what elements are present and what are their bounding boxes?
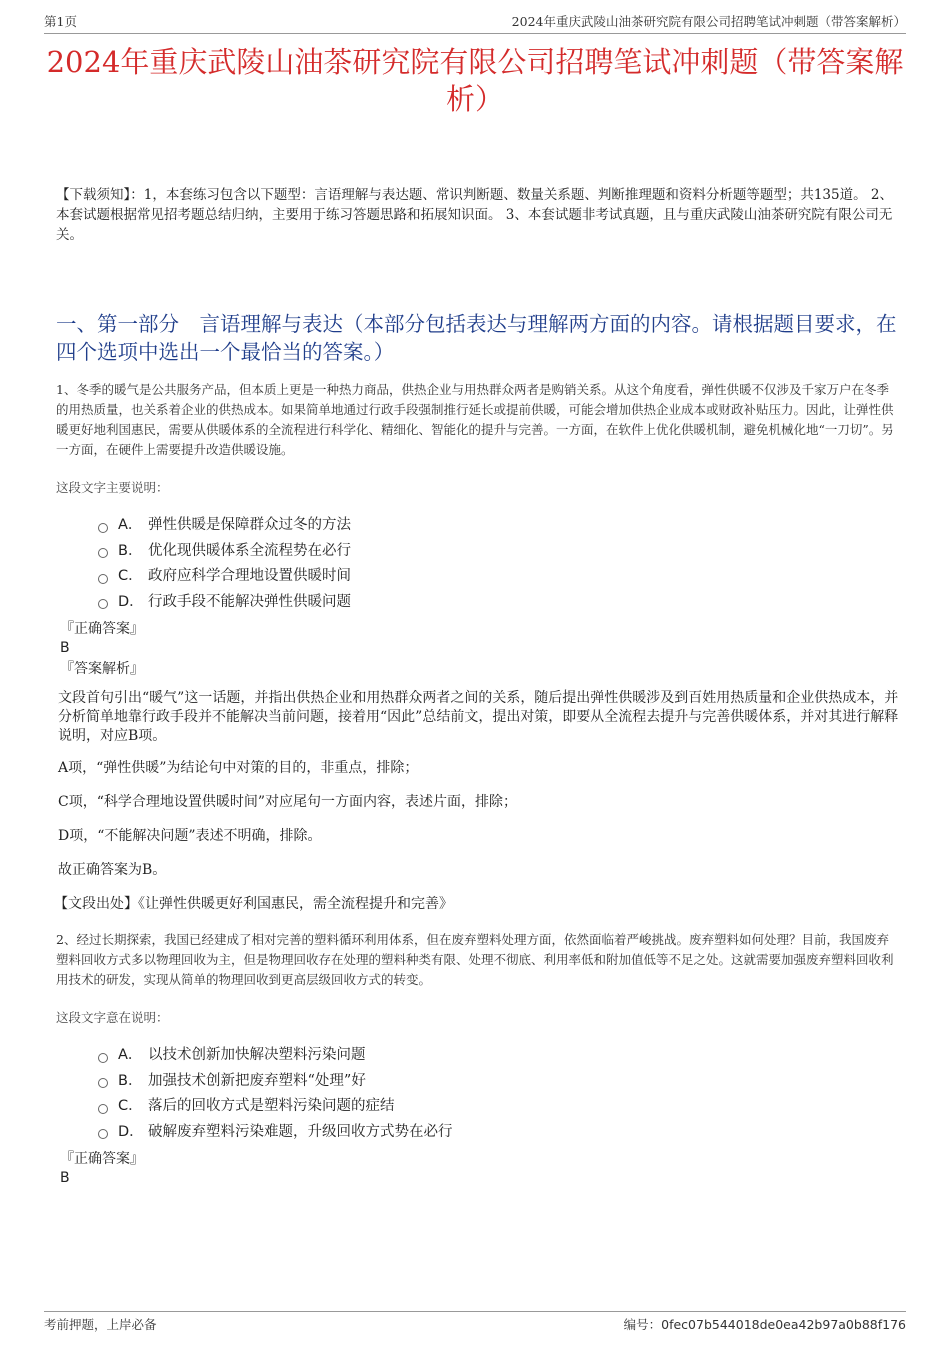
serial-number: [624, 1315, 906, 1333]
analysis-paragraph: 故正确答案为B。: [58, 862, 167, 878]
question-stem: 2、经过长期探索，我国已经建成了相对完善的塑料循环利用体系，但在废弃塑料处理方面，依然面临着严峻挑战。废弃塑料如何处理？目前，我国废弃塑料回收方式多以物理回收为主，但是物理回收存在处理的塑料种类有限、处理不彻底、利用率低和附加值低等不足之处。这就需要加强废弃塑料回收利用技术的研发，实现从简单的物理回收到更高层级回收方式的转变。: [56, 932, 894, 987]
radio-icon[interactable]: [98, 548, 108, 558]
option-b[interactable]: [98, 539, 900, 565]
radio-icon[interactable]: [98, 1053, 108, 1063]
option-letter: A．: [118, 1047, 143, 1063]
option-letter: C．: [118, 1098, 143, 1114]
running-title: 2024年重庆武陵山油茶研究院有限公司招聘笔试冲刺题（带答案解析）: [511, 14, 906, 29]
analysis-label: 『答案解析』: [60, 661, 144, 677]
option-text: 优化现供暖体系全流程势在必行: [148, 542, 351, 559]
option-text: 以技术创新加快解决塑料污染问题: [148, 1047, 366, 1063]
option-text: 破解废弃塑料污染难题，升级回收方式势在必行: [148, 1123, 453, 1140]
radio-icon[interactable]: [98, 1104, 108, 1114]
analysis-paragraph: C项，“科学合理地设置供暖时间”对应尾句一方面内容，表述片面，排除；: [58, 794, 518, 810]
answer-value: B: [60, 1170, 70, 1186]
option-text: 行政手段不能解决弹性供暖问题: [148, 593, 351, 610]
option-letter: B．: [118, 1072, 143, 1089]
option-text: 弹性供暖是保障群众过冬的方法: [148, 517, 351, 533]
radio-icon[interactable]: [98, 599, 108, 609]
option-text: 政府应科学合理地设置供暖时间: [148, 568, 351, 584]
option-c[interactable]: [98, 1094, 900, 1120]
radio-icon[interactable]: [98, 523, 108, 533]
option-a[interactable]: [98, 513, 900, 539]
option-list: [98, 513, 900, 615]
question-prompt: 这段文字主要说明：: [56, 480, 169, 495]
option-letter: D．: [118, 593, 144, 610]
question-stem: 1、冬季的暖气是公共服务产品，但本质上更是一种热力商品，供热企业与用热群众两者是购销关系。从这个角度看，弹性供暖不仅涉及千家万户在冬季的用热质量，也关系着企业的供热成本。如果简单地通过行政手段强制推行延长或提前供暖，可能会增加供热企业成本或财政补贴压力。因此，让弹性供暖更好地利国惠民，需要从供暖体系的全流程进行科学化、精细化、智能化的提升与完善。一方面，在软件上优化供暖机制，避免机械化地“一刀切”。另一方面，在硬件上需要提升改造供暖设施。: [56, 382, 894, 457]
footer-slogan: 考前押题，上岸必备: [44, 1317, 157, 1332]
option-text: 加强技术创新把废弃塑料“处理”好: [148, 1072, 366, 1089]
question-1: [56, 380, 900, 914]
option-b[interactable]: [98, 1069, 900, 1095]
document-title: 2024年重庆武陵山油茶研究院有限公司招聘笔试冲刺题（带答案解析）: [46, 45, 904, 116]
radio-icon[interactable]: [98, 574, 108, 584]
option-letter: B．: [118, 542, 143, 559]
question-2: [56, 930, 900, 1187]
option-letter: A．: [118, 517, 143, 533]
source-citation: 【文段出处】《让弹性供暖更好利国惠民，需全流程提升和完善》: [54, 896, 453, 912]
answer-value: B: [60, 640, 70, 656]
option-d[interactable]: [98, 1120, 900, 1146]
option-text: 落后的回收方式是塑料污染问题的症结: [148, 1098, 395, 1114]
page-footer: [44, 1311, 906, 1333]
option-letter: C．: [118, 568, 143, 584]
option-d[interactable]: [98, 590, 900, 616]
answer-label: 『正确答案』: [60, 621, 144, 637]
serial-value: 0fec07b544018de0ea42b97a0b88f176: [661, 1317, 906, 1332]
download-notice: 【下载须知】：1，本套练习包含以下题型：言语理解与表达题、常识判断题、数量关系题、判断推理题和资料分析题等题型；共135道。 2、本套试题根据常见招考题总结归纳，主要用于练习答题思路和拓展知识面。 3、本套试题非考试真题，且与重庆武陵山油茶研究院有限公司无关。: [56, 187, 893, 243]
option-list: [98, 1043, 900, 1145]
analysis-paragraph: A项，“弹性供暖”为结论句中对策的目的，非重点，排除；: [58, 760, 419, 776]
page-header: [44, 12, 906, 34]
option-a[interactable]: [98, 1043, 900, 1069]
analysis-body: [54, 689, 900, 914]
answer-label: 『正确答案』: [60, 1151, 144, 1167]
page-number: 第1页: [44, 14, 77, 29]
question-prompt: 这段文字意在说明：: [56, 1010, 169, 1025]
analysis-paragraph: 文段首句引出“暖气”这一话题，并指出供热企业和用热群众两者之间的关系，随后提出弹性供暖涉及到百姓用热质量和企业供热成本，并分析简单地靠行政手段并不能解决当前问题，接着用“因此”总结前文，提出对策，即要从全流程去提升与完善供暖体系，并对其进行解释说明，对应B项。: [58, 690, 899, 744]
serial-label: 编号：: [623, 1317, 662, 1332]
analysis-paragraph: D项，“不能解决问题”表述不明确，排除。: [58, 828, 322, 844]
section-heading: 一、第一部分 言语理解与表达（本部分包括表达与理解两方面的内容。请根据题目要求，在四个选项中选出一个最恰当的答案。）: [56, 312, 897, 364]
option-c[interactable]: [98, 564, 900, 590]
radio-icon[interactable]: [98, 1078, 108, 1088]
radio-icon[interactable]: [98, 1129, 108, 1139]
option-letter: D．: [118, 1123, 144, 1140]
